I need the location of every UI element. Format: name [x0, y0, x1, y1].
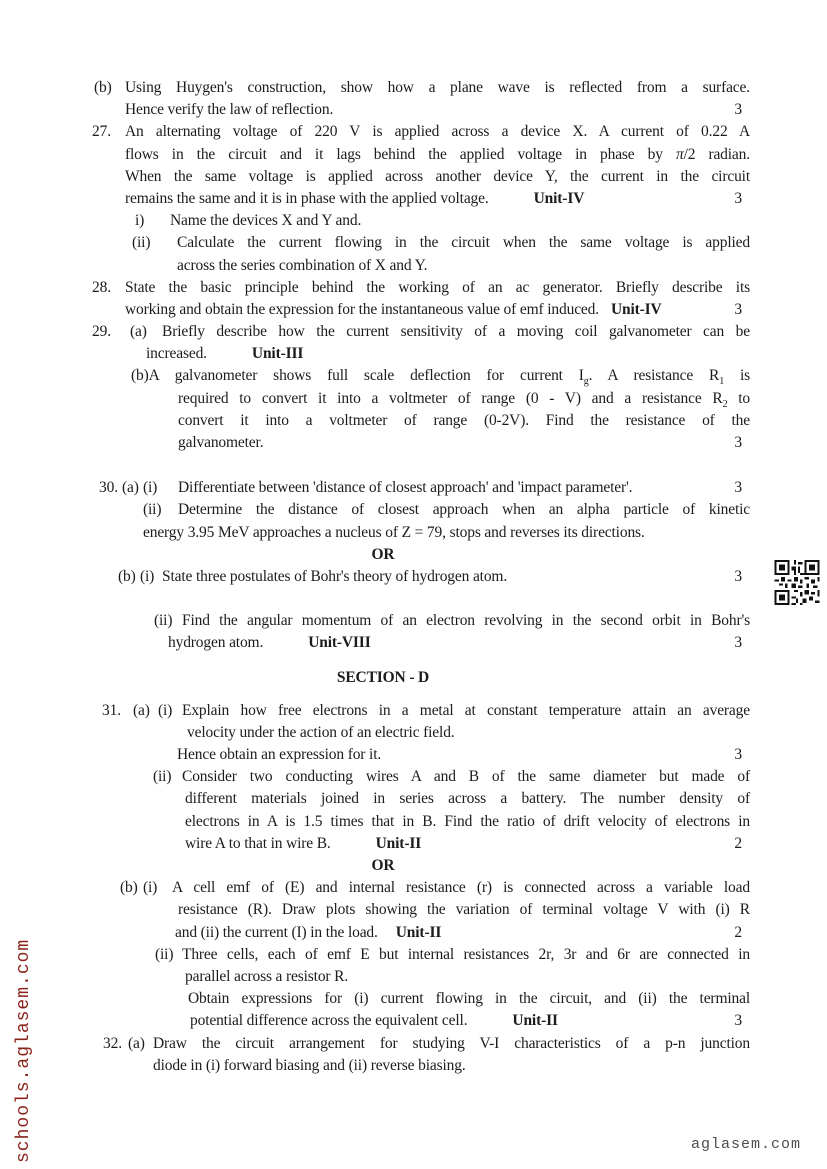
text-line: [0, 144, 827, 166]
text-line: [0, 477, 827, 499]
line-text: [125, 277, 750, 299]
unit-label: Unit-III: [251, 345, 304, 363]
text-segment: is: [724, 367, 751, 385]
line-text: [125, 77, 750, 99]
line-text: [185, 811, 750, 833]
side-watermark: schools.aglasem.com: [14, 938, 34, 1163]
marks-value: 3: [734, 300, 742, 318]
list-marker: (ii): [132, 234, 151, 252]
text-line: [0, 1033, 827, 1055]
text-line: [0, 1055, 827, 1077]
text-line: [0, 77, 827, 99]
marks-value: 3: [734, 101, 742, 119]
text-segment: Draw the circuit arrangement for studying V-I characteristics of a p-n junction: [153, 1034, 750, 1052]
text-line: [0, 321, 827, 343]
list-marker: (a): [122, 479, 139, 497]
text-line: [0, 877, 827, 899]
text-segment: State the basic principle behind the working of an ac generator. Briefly describe its: [125, 278, 750, 296]
list-marker: 28.: [92, 278, 111, 296]
text-segment: π: [675, 145, 684, 163]
text-segment: wire A to that in wire B.: [185, 834, 331, 852]
line-text: [125, 299, 750, 321]
text-segment: OR: [371, 545, 395, 563]
text-line: [0, 410, 827, 432]
list-marker: (a): [133, 701, 150, 719]
line-text: [185, 966, 750, 988]
line-text: [190, 1010, 750, 1032]
unit-label: Unit-II: [512, 1012, 558, 1030]
list-marker: (i): [158, 701, 173, 719]
text-line: [0, 944, 827, 966]
text-line: [0, 1010, 827, 1032]
line-text: [175, 922, 750, 944]
text-line: [0, 299, 827, 321]
text-line: [0, 522, 827, 544]
text-line: [0, 632, 827, 654]
text-segment: (b)A galvanometer shows full scale deflection for current I: [131, 367, 584, 385]
text-line: [0, 343, 827, 365]
list-marker: (i): [143, 479, 158, 497]
text-segment: electrons in A is 1.5 times that in B. Find the ratio of drift velocity of electrons in: [185, 812, 750, 830]
line-text: [146, 343, 750, 365]
unit-label: Unit-II: [395, 923, 442, 941]
marks-value: 3: [734, 567, 742, 585]
text-segment: Obtain expressions for (i) current flowing in the circuit, and (ii) the terminal: [188, 990, 750, 1008]
line-text: [177, 255, 750, 277]
qr-code-icon: [774, 560, 820, 605]
text-segment: velocity under the action of an electric field.: [187, 723, 455, 741]
text-segment: diode in (i) forward biasing and (ii) reverse biasing.: [153, 1056, 466, 1074]
text-segment: required to convert it into a voltmeter of range (0 - V) and a resistance R: [178, 389, 723, 407]
text-segment: energy 3.95 MeV approaches a nucleus of Z = 79, stops and reverses its directions.: [143, 523, 645, 541]
text-segment: . A resistance R: [588, 367, 720, 385]
line-text: [125, 188, 750, 210]
marks-value: 3: [734, 479, 742, 497]
text-line: [0, 99, 827, 121]
list-marker: (a): [128, 1034, 145, 1052]
marks-value: 3: [734, 189, 742, 207]
text-segment: parallel across a resistor R.: [185, 967, 349, 985]
text-segment: State three postulates of Bohr's theory of hydrogen atom.: [162, 567, 508, 585]
list-marker: 27.: [92, 123, 111, 141]
text-line: [0, 255, 827, 277]
line-text: [178, 899, 750, 921]
text-line: [0, 722, 827, 744]
text-segment: Calculate the current flowing in the circuit when the same voltage is applied: [177, 234, 750, 252]
text-segment: Briefly describe how the current sensitivity of a moving coil galvanometer can be: [162, 323, 750, 341]
text-line: [0, 833, 827, 855]
line-text: [93, 855, 673, 877]
text-segment: galvanometer.: [178, 434, 264, 451]
list-marker: (ii): [153, 768, 172, 786]
text-segment: 2: [722, 398, 728, 410]
line-text: [125, 121, 750, 143]
line-text: [143, 522, 750, 544]
text-segment: resistance (R). Draw plots showing the variation of terminal voltage V with (i) R: [178, 901, 750, 919]
line-text: [185, 833, 750, 855]
list-marker: (a): [130, 323, 147, 341]
line-text: [125, 99, 750, 121]
text-line: [0, 432, 827, 454]
marks-value: 2: [734, 923, 742, 941]
text-segment: Hence obtain an expression for it.: [177, 746, 382, 764]
text-segment: to: [727, 389, 750, 407]
text-segment: Hence verify the law of reflection.: [125, 101, 334, 119]
text-segment: and (ii) the current (I) in the load.: [175, 923, 378, 941]
text-segment: remains the same and it is in phase with the applied voltage.: [125, 189, 489, 207]
list-marker: (ii): [155, 945, 174, 963]
list-marker: 29.: [92, 323, 111, 341]
text-line: [0, 365, 827, 387]
line-text: [177, 232, 750, 254]
marks-value: 3: [734, 434, 742, 451]
marks-value: 2: [734, 834, 742, 852]
list-marker: (b): [120, 879, 138, 897]
section-heading-line: [93, 544, 750, 566]
text-segment: Consider two conducting wires A and B of the same diameter but made of: [182, 768, 750, 786]
text-line: [0, 610, 827, 632]
text-line: [0, 121, 827, 143]
text-line: [0, 166, 827, 188]
document-body: [0, 77, 827, 1077]
list-marker: 32.: [103, 1034, 122, 1052]
text-segment: Find the angular momentum of an electron revolving in the second orbit in Bohr's: [182, 612, 750, 630]
line-text: [125, 144, 750, 166]
line-text: [182, 610, 750, 632]
line-text: [125, 166, 750, 188]
text-line: [0, 232, 827, 254]
unit-label: Unit-VIII: [308, 634, 371, 652]
text-segment: potential difference across the equivalent cell.: [190, 1012, 468, 1030]
section-heading-line: [93, 855, 750, 877]
text-segment: hydrogen atom.: [168, 634, 264, 652]
line-text: [178, 477, 750, 499]
text-line: [0, 988, 827, 1010]
unit-label: Unit-IV: [533, 189, 585, 207]
text-segment: g: [583, 376, 589, 388]
text-segment: across the series combination of X and Y.: [177, 256, 428, 274]
line-text: [182, 700, 750, 722]
text-segment: 1: [719, 376, 725, 388]
line-text: [178, 432, 750, 454]
line-text: [162, 566, 750, 588]
text-segment: OR: [371, 857, 395, 874]
text-line: [0, 700, 827, 722]
line-text: [182, 766, 750, 788]
line-text: [182, 944, 750, 966]
line-text: [187, 722, 750, 744]
text-line: [0, 277, 827, 299]
text-line: [0, 766, 827, 788]
list-marker: (b): [94, 79, 112, 96]
line-text: [93, 667, 673, 689]
line-text: [93, 544, 673, 566]
text-segment: Determine the distance of closest approach when an alpha particle of kinetic: [178, 501, 750, 519]
line-text: [153, 1055, 750, 1077]
marks-value: 3: [734, 634, 742, 652]
text-line: [0, 566, 827, 588]
text-line: [0, 966, 827, 988]
text-segment: SECTION - D: [336, 668, 430, 686]
line-text: [172, 877, 750, 899]
list-marker: 31.: [102, 701, 121, 719]
text-segment: Using Huygen's construction, show how a plane wave is reflected from a surface.: [125, 79, 750, 96]
line-text: [168, 632, 750, 654]
text-segment: An alternating voltage of 220 V is applied across a device X. A current of 0.22 A: [125, 123, 750, 141]
line-text: [162, 321, 750, 343]
text-line: [0, 388, 827, 410]
text-segment: Explain how free electrons in a metal at constant temperature attain an average: [182, 701, 750, 719]
line-text: [177, 744, 750, 766]
line-text: [170, 210, 750, 232]
list-marker: (i): [143, 879, 158, 897]
text-line: [0, 499, 827, 521]
text-line: [0, 922, 827, 944]
text-segment: working and obtain the expression for the instantaneous value of emf induced.: [125, 300, 599, 318]
list-marker: (i): [140, 567, 155, 585]
section-heading-line: [93, 667, 750, 689]
line-text: [185, 788, 750, 810]
text-segment: flows in the circuit and it lags behind the applied voltage in phase by: [125, 145, 676, 163]
text-segment: convert it into a voltmeter of range (0-2V). Find the resistance of the: [178, 411, 750, 429]
list-marker: i): [135, 212, 145, 230]
footer-watermark: aglasem.com: [690, 1136, 801, 1153]
list-marker: 30.: [99, 479, 118, 497]
text-segment: A cell emf of (E) and internal resistance (r) is connected across a variable load: [172, 879, 750, 897]
text-segment: different materials joined in series across a battery. The number density of: [185, 790, 750, 808]
line-text: [178, 410, 750, 432]
text-segment: Three cells, each of emf E but internal resistances 2r, 3r and 6r are connected in: [182, 945, 750, 963]
text-line: [0, 210, 827, 232]
text-line: [0, 811, 827, 833]
unit-label: Unit-II: [375, 834, 422, 852]
text-line: [0, 788, 827, 810]
text-segment: Differentiate between 'distance of closest approach' and 'impact parameter'.: [178, 479, 633, 497]
list-marker: (ii): [143, 501, 162, 519]
text-line: [0, 899, 827, 921]
text-segment: increased.: [146, 345, 207, 363]
unit-label: Unit-IV: [610, 300, 662, 318]
line-text: [188, 988, 750, 1010]
text-line: [0, 744, 827, 766]
list-marker: (b): [118, 567, 136, 585]
line-text: [153, 1033, 750, 1055]
text-segment: /2 radian.: [683, 145, 750, 163]
list-marker: (ii): [154, 612, 173, 630]
marks-value: 3: [734, 1012, 742, 1030]
text-segment: Name the devices X and Y and.: [170, 212, 362, 230]
marks-value: 3: [734, 746, 742, 764]
line-text: [178, 499, 750, 521]
text-segment: When the same voltage is applied across another device Y, the current in the circuit: [125, 167, 750, 185]
text-line: [0, 188, 827, 210]
